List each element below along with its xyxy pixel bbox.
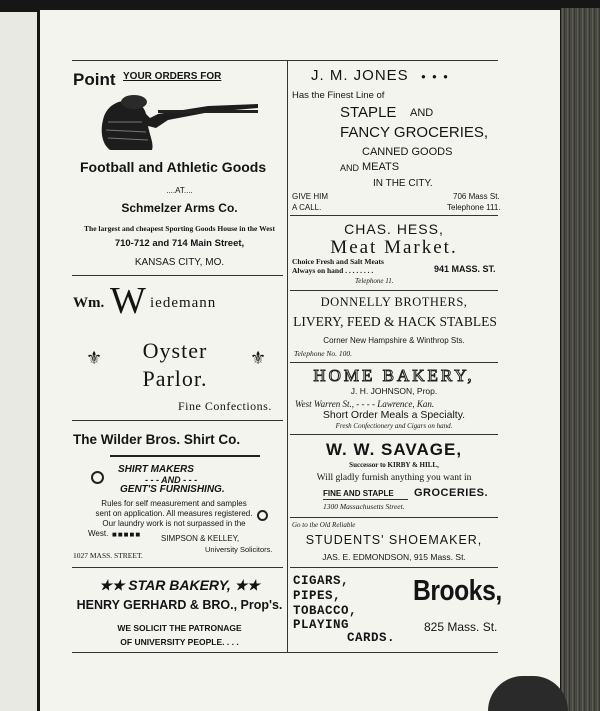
divider: [290, 290, 498, 291]
home-bakery-street: West Warren St., - - - - Lawrence, Kan.: [295, 399, 435, 409]
donnelly-name: DONNELLY BROTHERS,: [320, 295, 468, 309]
divider: [72, 420, 283, 421]
jones-meats: MEATS: [362, 161, 400, 173]
parlor-text: Parlor.: [142, 366, 208, 391]
jones-bullets: ● ● ●: [421, 72, 450, 81]
hess-address: 941 MASS. ST.: [434, 264, 496, 274]
home-bakery-meals: Short Order Meals a Specialty.: [322, 409, 466, 421]
home-bakery-name: HOME BAKERY,: [313, 366, 475, 385]
jones-give-him: GIVE HIM: [292, 192, 329, 201]
wilder-title: The Wilder Bros. Shirt Co.: [73, 432, 241, 447]
cigars-line-5: CARDS.: [347, 631, 396, 645]
jones-canned-goods: CANNED GOODS: [362, 146, 453, 158]
fine-confections: Fine Confections.: [178, 399, 272, 413]
shoemaker-name: STUDENTS' SHOEMAKER,: [305, 533, 483, 547]
cigars-line-3: TOBACCO,: [293, 604, 358, 618]
jones-a-call: A CALL.: [292, 203, 322, 212]
savage-name: W. W. SAVAGE,: [325, 440, 463, 459]
divider: [290, 567, 498, 568]
divider: [290, 434, 498, 435]
shoemaker-lead: Go to the Old Reliable: [292, 521, 356, 529]
bullet-icon: [91, 471, 104, 484]
decorative-mark-icons: ■■■■■: [112, 530, 142, 539]
book-fore-edge: [561, 8, 600, 711]
bottom-rule: [72, 652, 498, 653]
point-headline: Football and Athletic Goods: [80, 159, 267, 175]
oyster-text: Oyster: [142, 338, 208, 363]
wilder-address: 1027 MASS. STREET.: [73, 551, 143, 560]
savage-groceries: GROCERIES.: [414, 487, 489, 499]
point-at: ....AT....: [166, 186, 193, 195]
jones-staple: STAPLE: [340, 104, 397, 121]
and-line: - - - AND - - -: [145, 475, 198, 485]
jones-subtitle: Has the Finest Line of: [292, 90, 385, 101]
jones-in-the-city: IN THE CITY.: [373, 178, 433, 189]
divider: [290, 362, 498, 363]
hess-line-2: Always on hand . . . . . . . .: [292, 266, 374, 275]
hunter-with-rifle-illustration: [98, 92, 263, 154]
donnelly-business: LIVERY, FEED & HACK STABLES: [293, 314, 497, 329]
point-tagline: The largest and cheapest Sporting Goods House in the West: [84, 224, 275, 233]
donnelly-address: Corner New Hampshire & Winthrop Sts.: [323, 336, 465, 345]
jones-name: J. M. JONES: [311, 67, 409, 84]
rules-line-2: sent on application. All measures registered.: [95, 509, 253, 518]
rules-line-3: Our laundry work is not surpassed in the: [102, 519, 246, 528]
cigars-line-4: PLAYING: [293, 618, 350, 632]
savage-line-1: Will gladly furnish anything you want in: [316, 473, 472, 483]
solicitors-role: University Solicitors.: [205, 545, 273, 554]
savage-fine-staple: FINE AND STAPLE: [323, 489, 394, 498]
center-column-rule: [287, 60, 288, 652]
donnelly-telephone: Telephone No. 100.: [294, 349, 353, 358]
hess-telephone: Telephone 11.: [355, 277, 394, 285]
home-bakery-proprietor: J. H. JOHNSON, Prop.: [350, 386, 438, 396]
your-orders-for: YOUR ORDERS FOR: [123, 71, 222, 82]
divider: [290, 517, 498, 518]
hess-name: CHAS. HESS,: [344, 221, 444, 237]
solicitors-name: SIMPSON & KELLEY,: [161, 534, 240, 543]
right-ornament-icon: ⚜: [250, 348, 267, 368]
shoemaker-proprietor: JAS. E. EDMONDSON, 915 Mass. St.: [322, 552, 466, 562]
divider: [72, 567, 283, 568]
star-bakery-proprietors: HENRY GERHARD & BRO., Prop's.: [76, 598, 283, 612]
jones-address: 706 Mass St.: [453, 192, 500, 201]
point-word: Point: [73, 70, 116, 89]
patronage-line-2: OF UNIVERSITY PEOPLE. . . .: [120, 637, 239, 647]
cigars-line-2: PIPES,: [293, 589, 342, 603]
hess-line-1: Choice Fresh and Salt Meats: [292, 257, 384, 266]
brooks-name: Brooks,: [413, 575, 502, 607]
savage-address: 1300 Massachusetts Street.: [323, 502, 405, 511]
jones-fancy-groceries: FANCY GROCERIES,: [340, 124, 489, 141]
jones-and-1: AND: [410, 107, 434, 119]
wm-label: Wm.: [73, 295, 105, 311]
left-ornament-icon: ⚜: [86, 348, 103, 368]
point-address: 710-712 and 714 Main Street,: [114, 238, 245, 249]
point-company: Schmelzer Arms Co.: [121, 201, 238, 215]
jones-telephone: Telephone 111.: [447, 203, 501, 212]
rules-line-1: Rules for self measurement and samples: [101, 499, 247, 508]
brooks-address: 825 Mass. St.: [424, 620, 498, 634]
home-bakery-confectionery: Fresh Confectionery and Cigars on hand.: [335, 422, 453, 430]
divider: [290, 215, 498, 216]
gents-furnishing: GENT'S FURNISHING.: [120, 484, 225, 495]
jones-and-2: AND: [340, 163, 360, 173]
savage-successor: Successor to KIRBY & HILL,: [349, 461, 439, 469]
star-bakery-title: ★★ STAR BAKERY, ★★: [99, 577, 260, 593]
hess-business: Meat Market.: [330, 237, 458, 258]
wiedemann-name: iedemann: [150, 295, 217, 311]
top-rule: [72, 60, 498, 61]
facing-page-edge: [0, 12, 37, 711]
point-city: KANSAS CITY, MO.: [134, 257, 225, 268]
title-underline: [110, 455, 260, 457]
fine-staple-underline: [323, 499, 408, 500]
divider: [72, 275, 283, 276]
cigars-line-1: CIGARS,: [293, 574, 350, 588]
rules-line-4: West.: [88, 529, 109, 538]
wiedemann-initial: W: [110, 280, 146, 322]
patronage-line-1: WE SOLICIT THE PATRONAGE: [117, 623, 242, 633]
shirt-makers: SHIRT MAKERS: [118, 464, 194, 475]
